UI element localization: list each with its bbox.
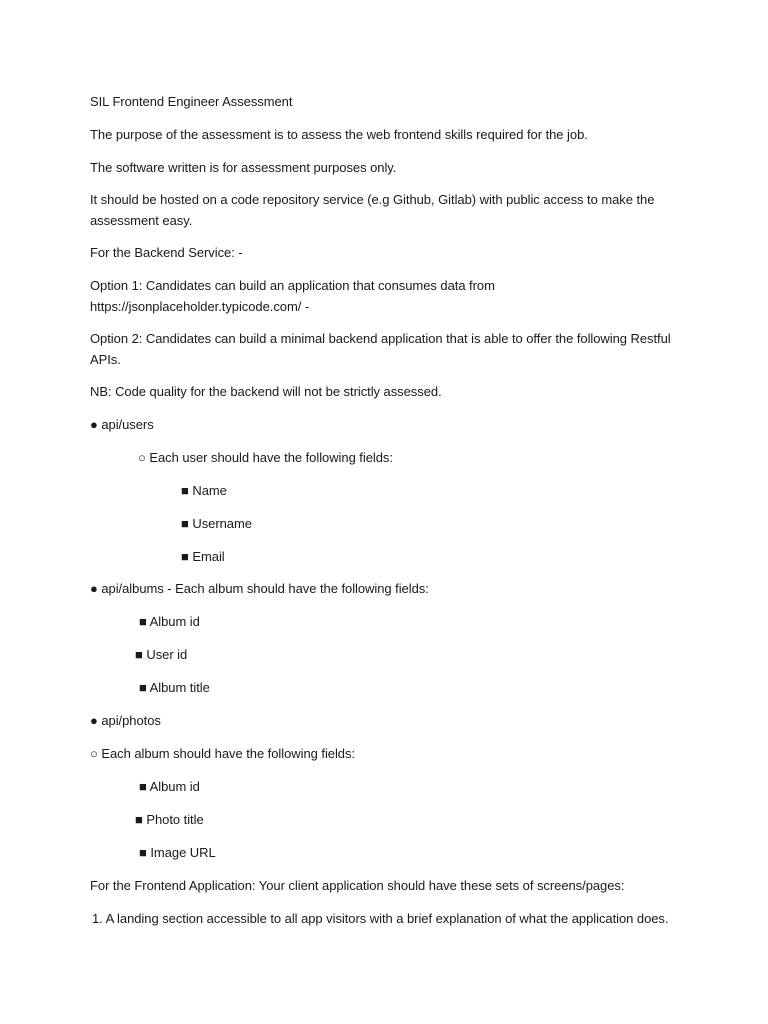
option2-line-1: Option 2: Candidates can build a minimal backend application that is able to offer the following Restful — [90, 331, 671, 346]
purpose-paragraph: The purpose of the assessment is to assess the web frontend skills required for the job. — [90, 127, 588, 142]
photos-field: ■ Album id — [139, 779, 200, 794]
albums-field: ■ User id — [135, 647, 188, 662]
users-field: ■ Name — [181, 483, 227, 498]
software-paragraph: The software written is for assessment purposes only. — [90, 160, 397, 175]
photos-sub-bullet: ○ Each album should have the following fields: — [90, 746, 355, 761]
photos-field: ■ Photo title — [135, 812, 204, 827]
photos-bullet: ● api/photos — [90, 713, 161, 728]
users-field: ■ Username — [181, 516, 252, 531]
frontend-heading: For the Frontend Application: Your client application should have these sets of screens/pages: — [90, 878, 625, 893]
backend-heading: For the Backend Service: - — [90, 245, 243, 260]
albums-field: ■ Album title — [139, 680, 210, 695]
albums-field: ■ Album id — [139, 614, 200, 629]
option2-line-2: APIs. — [90, 352, 121, 367]
document-title: SIL Frontend Engineer Assessment — [90, 94, 293, 109]
users-sub-bullet: ○ Each user should have the following fields: — [138, 450, 393, 465]
users-field: ■ Email — [181, 549, 225, 564]
option1-line-1: Option 1: Candidates can build an application that consumes data from — [90, 278, 495, 293]
hosted-paragraph-line-1: It should be hosted on a code repository service (e.g Github, Gitlab) with public access to make the — [90, 192, 655, 207]
option1-line-2: https://jsonplaceholder.typicode.com/ - — [90, 299, 310, 314]
nb-paragraph: NB: Code quality for the backend will not be strictly assessed. — [90, 384, 442, 399]
users-bullet: ● api/users — [90, 417, 154, 432]
albums-bullet: ● api/albums - Each album should have the following fields: — [90, 581, 429, 596]
photos-field: ■ Image URL — [139, 845, 216, 860]
hosted-paragraph-line-2: assessment easy. — [90, 213, 193, 228]
numbered-item-1: 1. A landing section accessible to all app visitors with a brief explanation of what the application does. — [92, 911, 669, 926]
